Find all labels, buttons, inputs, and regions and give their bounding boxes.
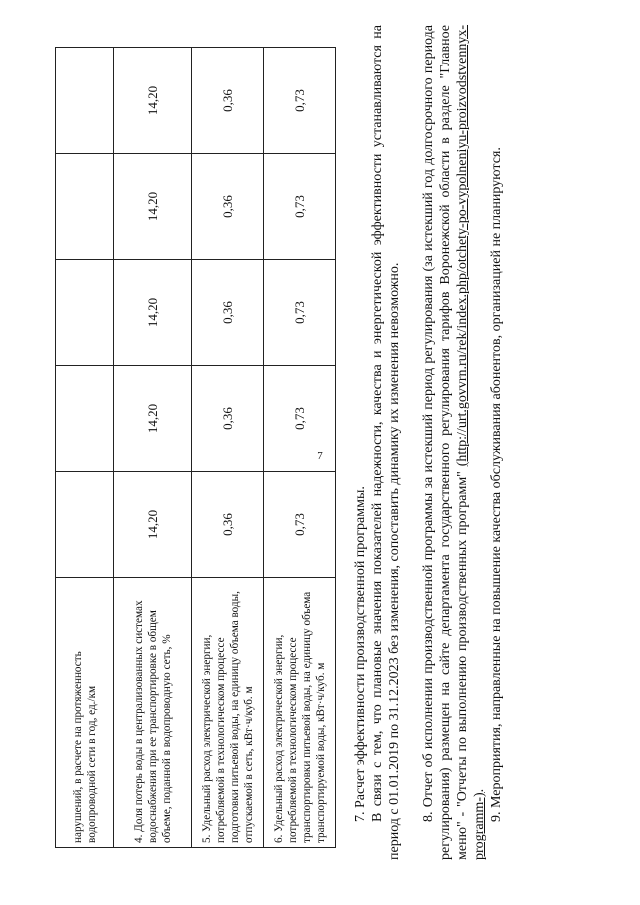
- rotated-page-content: [40, 18, 640, 878]
- table-cell: 0,36: [192, 472, 264, 578]
- table-cell: [56, 48, 114, 154]
- table-cell: [56, 154, 114, 260]
- section-7-title: 7. Расчет эффективности производственной программы.: [353, 486, 368, 822]
- table-cell: 14,20: [114, 472, 192, 578]
- table-row: [264, 48, 336, 848]
- table-row: [56, 48, 114, 848]
- table-cell: 0,36: [192, 154, 264, 260]
- table-cell: 14,20: [114, 260, 192, 366]
- table-cell: 0,73: [264, 260, 336, 366]
- table-cell: [56, 472, 114, 578]
- table-row: [114, 48, 192, 848]
- body-text: [352, 25, 505, 860]
- row-label: 6. Удельный расход электрической энергии, потребляемой в технологическом процессе транспортировки питьевой воды, на единицу объема транспортируемой воды, кВт·ч/куб. м: [264, 578, 336, 848]
- table-cell: 14,20: [114, 366, 192, 472]
- table-cell: 14,20: [114, 48, 192, 154]
- row-label: нарушений, в расчете на протяженность водопроводной сети в год, ед./км: [56, 578, 114, 848]
- section-7-body: В связи с тем, что плановые значения показателей надежности, качества и энергетической эффективности устанавливаются на период с 01.01.2019 по 31.12.2023 без изменения, сопоставить динамику их изменения невозможно.: [370, 25, 402, 860]
- table-row: [192, 48, 264, 848]
- section-8-body: 8. Отчет об исполнении производственной программы за истекший период регулирования (за истекший год долгосрочного периода регулирования) размещен на сайте департамента государственного регулирования тарифов Воронежской области в разделе "Главное меню" - "Отчеты по выполнению производственных программ" (http://urt.govvrn.ru/rek/index.php/otchety-po-vypolneniyu-proizvodstvennyx-programm-).: [421, 24, 487, 860]
- table-cell: 0,36: [192, 48, 264, 154]
- table-cell: 0,36: [192, 366, 264, 472]
- table-cell: [56, 366, 114, 472]
- indicators-table: [55, 47, 336, 848]
- section-8-link[interactable]: (http://urt.govvrn.ru/rek/index.php/otchety-po-vypolneniyu-proizvodstvennyx-programm-): [455, 24, 487, 860]
- table-cell: 14,20: [114, 154, 192, 260]
- section-8-text: 8. Отчет об исполнении производственной программы за истекший период регулирования (за истекший год долгосрочного периода регулирования) размещен на сайте департамента государственного регулирования тарифов Воронежской области в разделе "Главное меню" - "Отчеты по выполнению производственных программ": [421, 25, 470, 860]
- table-cell: 0,73: [264, 472, 336, 578]
- row-label: 5. Удельный расход электрической энергии, потребляемой в технологическом процессе подготовки питьевой воды, на единицу объема воды, отпускаемой в сеть, кВт·ч/куб. м: [192, 578, 264, 848]
- page-number: 7: [317, 450, 323, 462]
- table-cell: [56, 260, 114, 366]
- table-cell: 0,73: [264, 48, 336, 154]
- table-cell: 0,73: [264, 366, 336, 472]
- row-label: 4. Доля потерь воды в централизованных системах водоснабжения при ее транспортировке в общем объеме, поданной в водопроводную сеть, %: [114, 578, 192, 848]
- table-cell: 0,73: [264, 154, 336, 260]
- section-9-body: 9. Мероприятия, направленные на повышение качества обслуживания абонентов, организацией не планируются.: [489, 147, 504, 822]
- table-cell: 0,36: [192, 260, 264, 366]
